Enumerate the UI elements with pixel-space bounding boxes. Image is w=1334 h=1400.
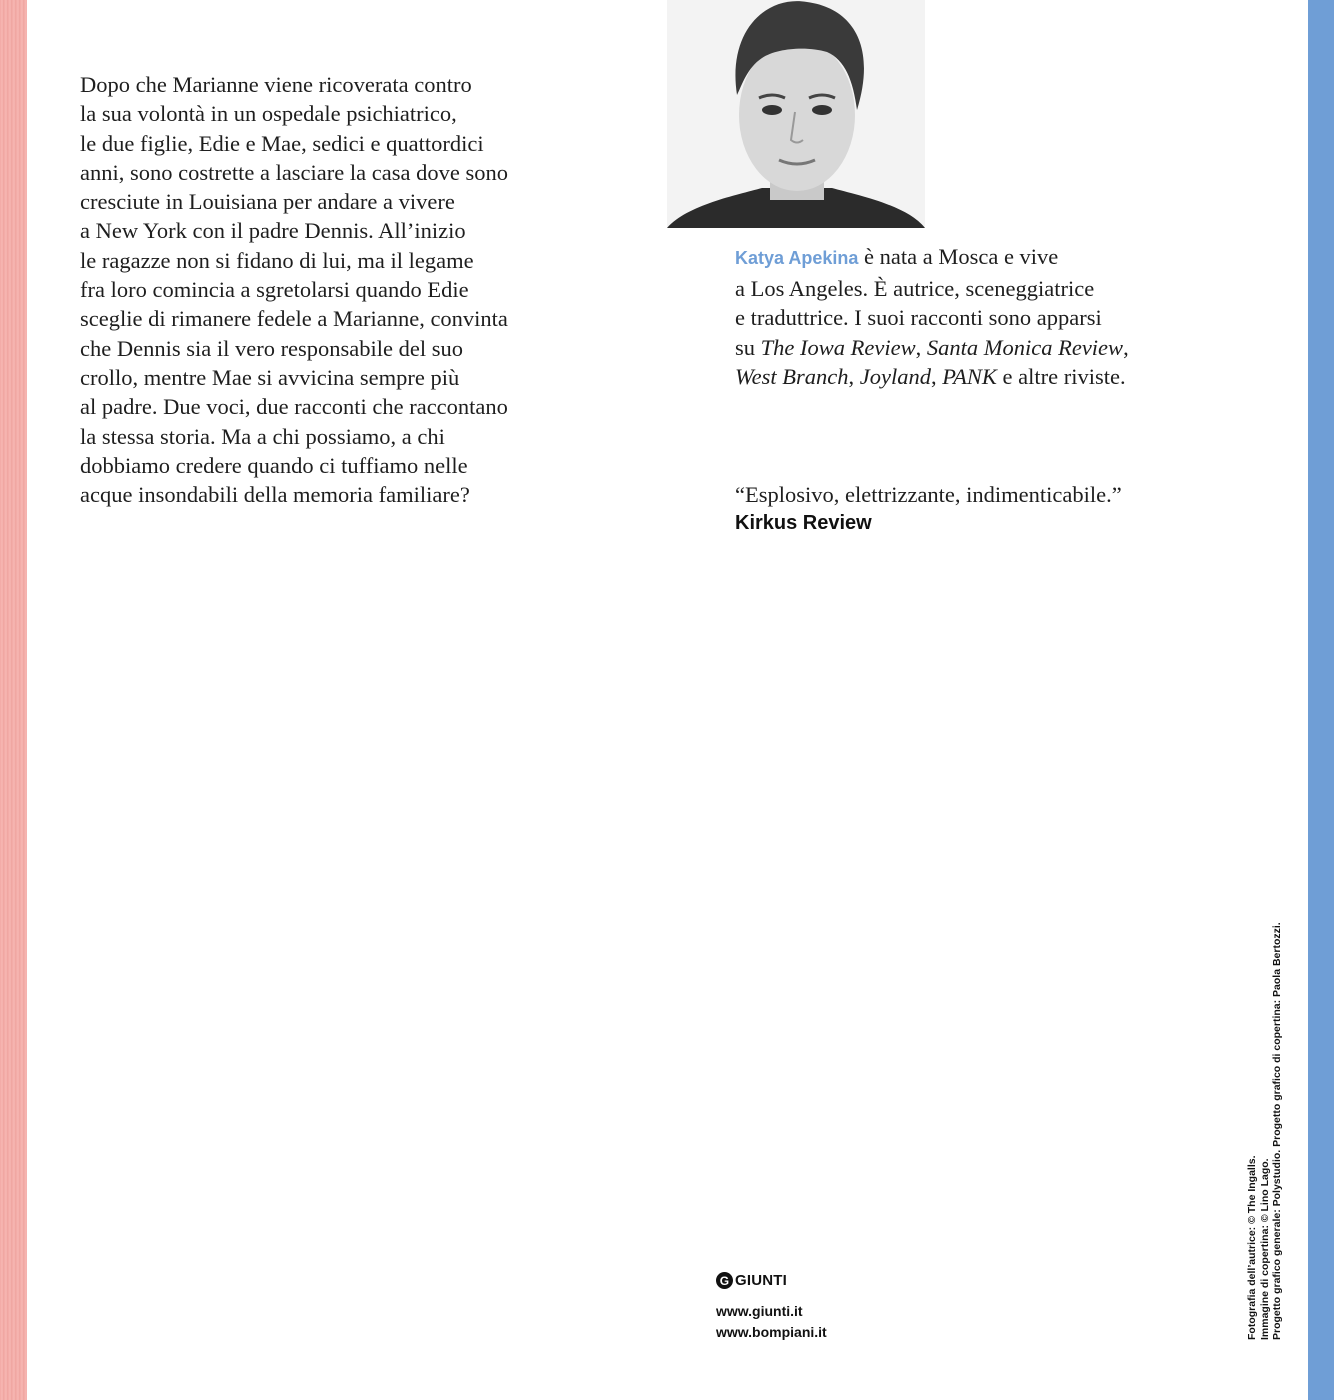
- publisher-name: GIUNTI: [735, 1272, 788, 1289]
- bio-text: è nata a Mosca e vive: [858, 244, 1059, 269]
- publisher-block: [716, 1272, 827, 1343]
- magazine-title: Santa Monica Review: [926, 334, 1124, 360]
- synopsis-line: le due figlie, Edie e Mae, sedici e quattordici: [80, 130, 484, 156]
- url-bompiani[interactable]: www.bompiani.it: [716, 1324, 827, 1340]
- bio-text: e altre riviste.: [996, 364, 1126, 389]
- giunti-g-icon: G: [716, 1272, 733, 1289]
- bio-line: [735, 242, 1295, 274]
- quote-source: Kirkus Review: [735, 512, 872, 534]
- synopsis-line: sceglie di rimanere fedele a Marianne, convinta: [80, 306, 508, 332]
- bio-text: su: [735, 334, 761, 360]
- synopsis-line: acque insondabili della memoria familiare?: [80, 482, 470, 508]
- synopsis-line: Dopo che Marianne viene ricoverata contro: [80, 72, 472, 97]
- bio-line: e traduttrice. I suoi racconti sono apparsi: [735, 305, 1102, 330]
- credit-line: Immagine di copertina: © Lino Lago.: [1258, 1158, 1271, 1340]
- synopsis-text: [80, 70, 600, 509]
- bio-line: a Los Angeles. È autrice, sceneggiatrice: [735, 275, 1095, 301]
- credit-line: Fotografia dell’autrice: © The Ingalls.: [1246, 1155, 1258, 1340]
- synopsis-line: cresciute in Louisiana per andare a vivere: [80, 189, 455, 215]
- bio-line: [735, 333, 1295, 363]
- synopsis-line: la sua volontà in un ospedale psichiatrico,: [80, 101, 457, 127]
- bio-text: ,: [848, 364, 860, 389]
- synopsis-line: al padre. Due voci, due racconti che raccontano: [80, 394, 508, 420]
- author-portrait-icon: [667, 0, 925, 228]
- synopsis-line: crollo, mentre Mae si avvicina sempre più: [80, 364, 460, 390]
- author-photo: [667, 0, 925, 228]
- synopsis-line: fra loro comincia a sgretolarsi quando Edie: [80, 277, 469, 303]
- bio-text: ,: [931, 364, 943, 389]
- left-pink-strip: [0, 0, 27, 1400]
- magazine-title: West Branch: [735, 364, 849, 389]
- synopsis-line: la stessa storia. Ma a chi possiamo, a chi: [80, 423, 445, 449]
- right-blue-strip: [1308, 0, 1334, 1400]
- bio-text: ,: [1123, 334, 1129, 360]
- synopsis-line: anni, sono costrette a lasciare la casa dove sono: [80, 159, 508, 185]
- synopsis-line: che Dennis sia il vero responsabile del suo: [80, 335, 464, 361]
- quote-text: “Esplosivo, elettrizzante, indimenticabile.”: [735, 482, 1122, 507]
- author-bio: [735, 242, 1295, 392]
- magazine-title: Joyland: [859, 364, 932, 389]
- publisher-urls: [716, 1301, 827, 1343]
- image-credits: [1246, 910, 1284, 1340]
- magazine-title: PANK: [942, 364, 997, 389]
- synopsis-line: a New York con il padre Dennis. All’inizio: [80, 218, 466, 244]
- synopsis-line: dobbiamo credere quando ci tuffiamo nelle: [80, 452, 468, 478]
- credit-line: Progetto grafico generale: Polystudio. Progetto grafico di copertina: Paola Bertozzi.: [1271, 922, 1283, 1340]
- author-name: Katya Apekina: [735, 248, 859, 268]
- magazine-title: The Iowa Review: [760, 334, 916, 360]
- publisher-logo: [716, 1272, 827, 1289]
- bio-text: ,: [915, 334, 927, 360]
- review-quote: [735, 480, 1295, 538]
- url-giunti[interactable]: www.giunti.it: [716, 1303, 803, 1319]
- bio-line: [735, 362, 1295, 392]
- synopsis-line: le ragazze non si fidano di lui, ma il legame: [80, 247, 474, 273]
